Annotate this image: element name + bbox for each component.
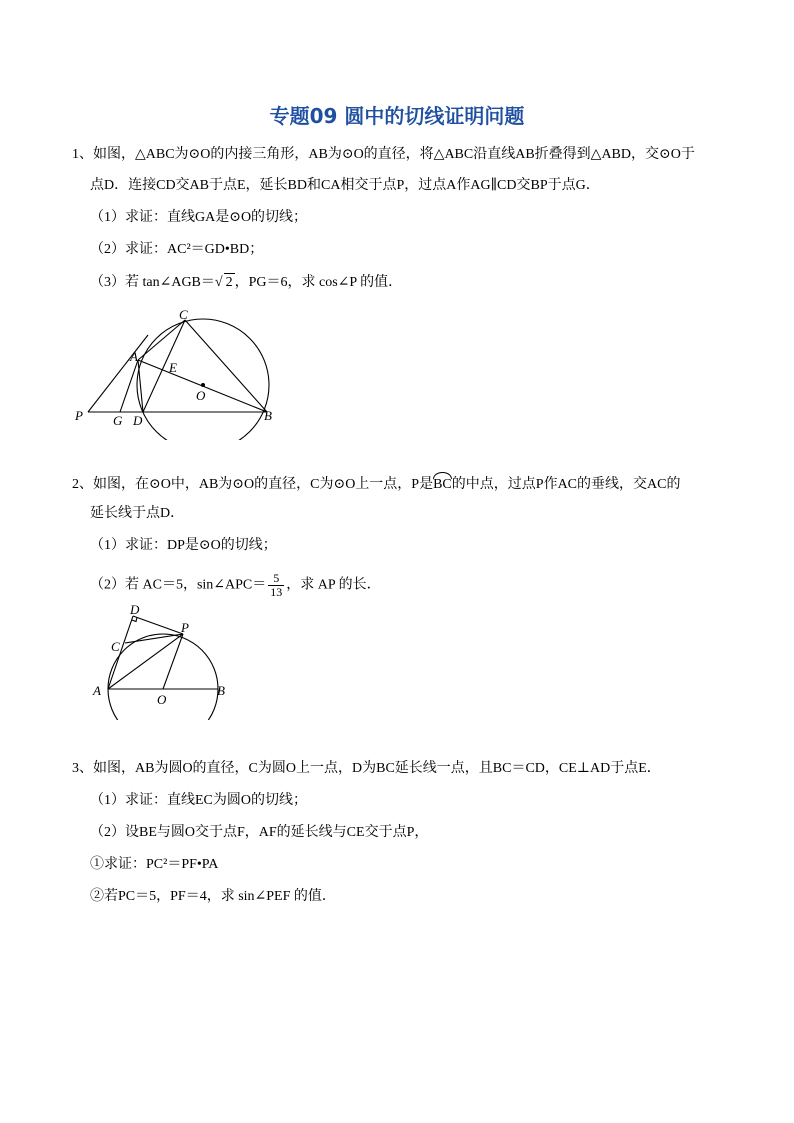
q2-line2: 延长线于点D． <box>90 506 185 521</box>
q2-fraction-denominator: 13 <box>270 585 283 599</box>
q2-part1: （1）求证：DP是⊙O的切线； <box>90 538 277 553</box>
q3-part1: （1）求证：直线EC为圆O的切线； <box>90 793 307 808</box>
q2-fraction <box>268 572 284 599</box>
q1-label-B: B <box>264 408 272 423</box>
q1-figure <box>70 305 285 440</box>
q1-label-C: C <box>179 307 188 322</box>
q1-center-dot <box>201 383 205 387</box>
q2-label-B: B <box>217 683 225 698</box>
q1-part2: （2）求证：AC²＝GD•BD； <box>90 242 264 257</box>
q2-label-O: O <box>157 692 167 707</box>
q2-part2 <box>90 572 381 599</box>
q1-label-D: D <box>133 413 143 428</box>
q1-line1: 1、如图，△ABC为⊙O的内接三角形，AB为⊙O的直径，将△ABC沿直线AB折叠得到△ABD，交⊙O于 <box>72 147 695 162</box>
q3-part2: （2）设BE与圆O交于点F，AF的延长线与CE交于点P， <box>90 825 429 840</box>
q1-part3 <box>90 273 402 292</box>
q2-line-OP <box>163 634 183 689</box>
q2-label-C: C <box>111 639 120 654</box>
q3-part2a: ①求证：PC²＝PF•PA <box>90 857 219 872</box>
q2-line-DP <box>133 616 183 634</box>
q1-label-E: E <box>169 360 177 375</box>
q1-part3-radicand: 2 <box>225 275 233 290</box>
q1-line-AC <box>138 320 185 360</box>
q3-line1: 3、如图，AB为圆O的直径，C为圆O上一点，D为BC延长线一点，且BC＝CD，CE⊥AD于点E． <box>72 761 661 776</box>
q1-part3-post: ，PG＝6，求 cos∠P 的值． <box>234 275 403 290</box>
q2-line1-pre: 2、如图，在⊙O中，AB为⊙O的直径，C为⊙O上一点，P是 <box>72 477 434 492</box>
q1-label-A: A <box>130 349 138 364</box>
q2-part2-pre: （2）若 AC＝5，sin∠APC＝ <box>90 577 267 593</box>
q2-line-CP <box>125 634 183 643</box>
q2-part2-post: ，求 AP 的长． <box>286 577 381 593</box>
page-title: 专题09 圆中的切线证明问题 <box>269 104 525 128</box>
q2-label-P: P <box>181 620 189 635</box>
q2-arc-BC: BC <box>433 473 452 494</box>
q1-circle <box>137 319 269 440</box>
q1-part1: （1）求证：直线GA是⊙O的切线； <box>90 210 308 225</box>
q2-line1 <box>72 473 680 494</box>
q1-label-P: P <box>75 408 83 423</box>
q1-part3-pre: （3）若 tan∠AGB＝√ <box>90 275 223 290</box>
q1-label-G: G <box>113 413 123 428</box>
q2-line1-post: 的中点，过点P作AC的垂线，交AC的 <box>451 477 681 492</box>
q2-label-A: A <box>93 683 101 698</box>
q1-label-O: O <box>196 388 206 403</box>
q1-line-AD <box>138 360 143 412</box>
q1-line2: 点D．连接CD交AB于点E，延长BD和CA相交于点P，过点A作AG∥CD交BP于点G． <box>90 178 600 193</box>
q2-label-D: D <box>130 602 140 617</box>
q2-figure <box>85 602 235 720</box>
q3-part2b: ②若PC＝5，PF＝4，求 sin∠PEF 的值． <box>90 889 336 904</box>
q1-line-CD <box>143 320 185 412</box>
q2-fraction-numerator: 5 <box>268 572 284 586</box>
